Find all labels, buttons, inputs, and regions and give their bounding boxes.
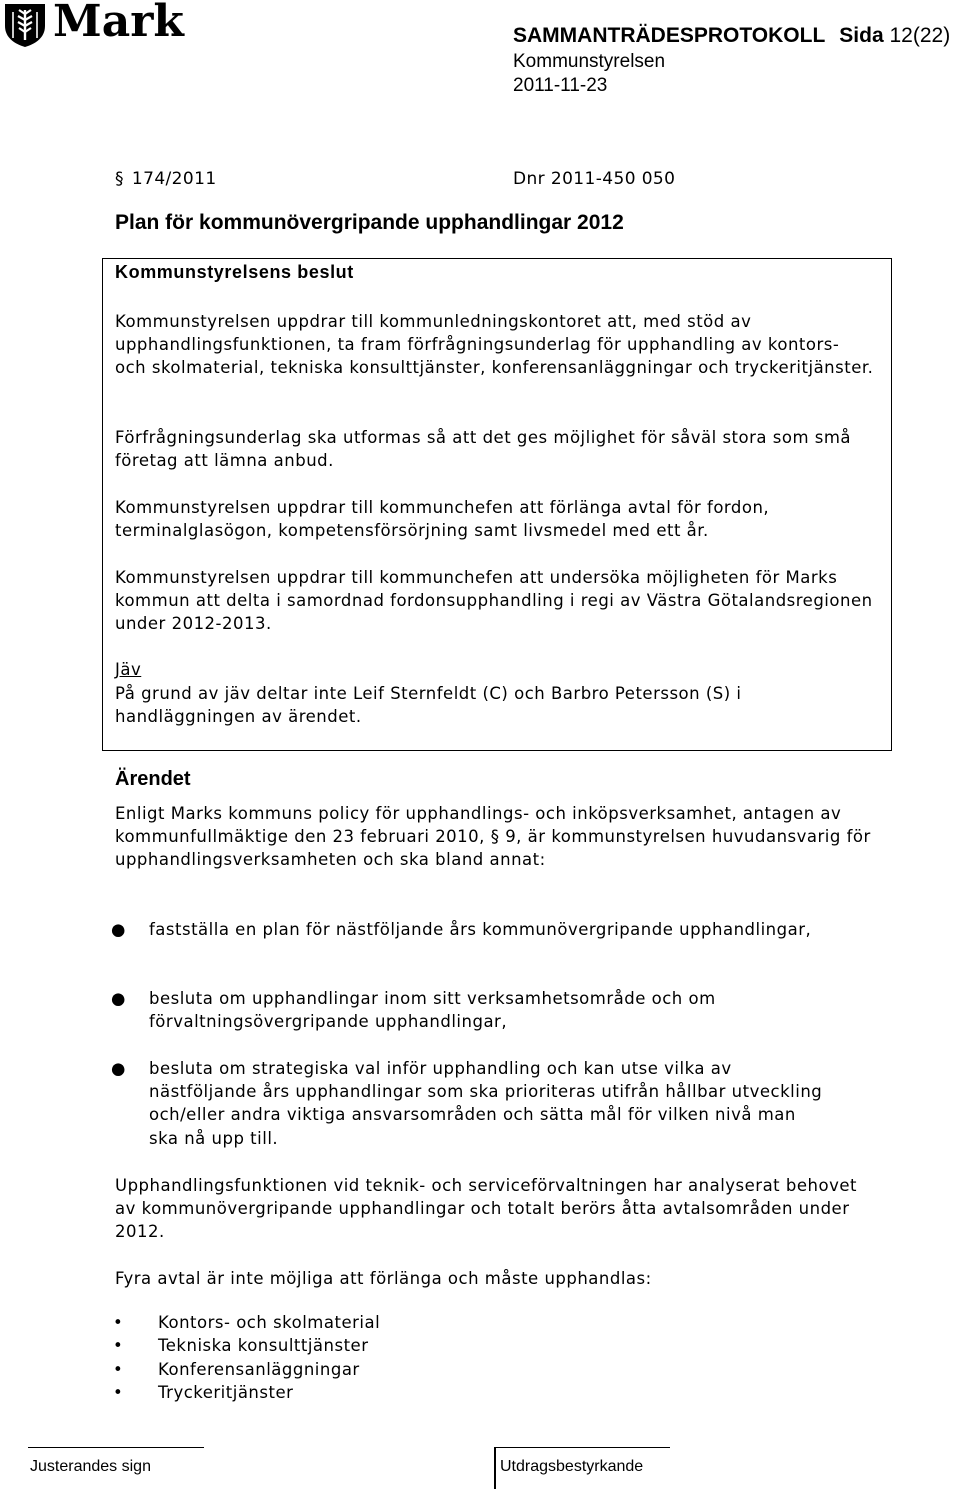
footer-utdragsbestyrkande: Utdragsbestyrkande xyxy=(500,1458,644,1475)
decision-paragraph-1: Kommunstyrelsen uppdrar till kommunledningskontoret att, med stöd av upphandlingsfunktionen, ta fram förfrågningsunderlag för upphandling av kontors- och skolmaterial, tekniska konsulttjänster, konferensanläggningar och tryckeritjänster. xyxy=(115,312,874,378)
header-body: Kommunstyrelsen xyxy=(513,51,666,72)
diary-number: Dnr 2011-450 050 xyxy=(513,169,676,189)
municipality-logo xyxy=(3,2,183,48)
page-value: 12(22) xyxy=(889,24,951,47)
case-number-value: 174/2011 xyxy=(131,169,217,189)
header-date: 2011-11-23 xyxy=(513,75,608,96)
arendet-heading: Ärendet xyxy=(115,768,191,790)
footer-rule-left xyxy=(28,1447,204,1448)
bullet-icon: • xyxy=(113,1336,124,1355)
decision-heading: Kommunstyrelsens beslut xyxy=(115,262,354,282)
logo-wordmark: Mark xyxy=(53,0,184,47)
bullet-icon: ● xyxy=(111,1059,126,1078)
page-title: Plan för kommunövergripande upphandlingar 2012 xyxy=(115,211,624,234)
arendet-intro xyxy=(115,802,875,872)
section-mark: § xyxy=(490,827,500,847)
footer-justerandes-sign: Justerandes sign xyxy=(30,1458,151,1475)
bullet-icon: ● xyxy=(111,989,126,1008)
analysis-paragraph: Upphandlingsfunktionen vid teknik- och serviceförvaltningen har analyserat behovet av kommunövergripande upphandlingar och totalt berörs åtta avtalsområden under 2012. xyxy=(115,1176,857,1242)
bullet-icon: • xyxy=(113,1360,124,1379)
page-indicator xyxy=(839,24,950,47)
jav-text: På grund av jäv deltar inte Leif Sternfeldt (C) och Barbro Petersson (S) i handläggningen av ärendet. xyxy=(115,684,742,727)
footer-divider xyxy=(494,1447,496,1489)
jav-heading: Jäv xyxy=(115,660,142,679)
protocol-title: SAMMANTRÄDESPROTOKOLL xyxy=(513,24,826,47)
four-agreements-paragraph: Fyra avtal är inte möjliga att förlänga och måste upphandlas: xyxy=(115,1269,652,1288)
decision-paragraph-4: Kommunstyrelsen uppdrar till kommunchefen att undersöka möjligheten för Marks kommun att delta i samordnad fordonsupphandling i regi av Västra Götalandsregionen under 2012-2013. xyxy=(115,568,873,634)
arendet-intro-part-2: 9, är kommunstyrelsen huvudansvarig för upphandlingsverksamheten och ska bland annat: xyxy=(115,827,871,870)
case-number xyxy=(115,169,217,189)
decision-paragraph-3: Kommunstyrelsen uppdrar till kommunchefen att förlänga avtal för fordon, terminalglasögon, kompetensförsörjning samt livsmedel med ett år. xyxy=(115,498,770,541)
protocol-header xyxy=(513,24,950,48)
page-label: Sida xyxy=(839,24,884,47)
footer-rule-right xyxy=(494,1447,670,1448)
section-mark: § xyxy=(115,169,124,189)
bullet-icon: • xyxy=(113,1383,124,1402)
coat-of-arms-icon xyxy=(3,2,47,48)
arendet-intro-part-1: Enligt Marks kommuns policy för upphandlings- och inköpsverksamhet, antagen av kommunfullmäktige den 23 februari 2010, xyxy=(115,804,842,847)
bullet-icon: • xyxy=(113,1313,124,1332)
bullet-icon: ● xyxy=(111,920,126,939)
decision-paragraph-2: Förfrågningsunderlag ska utformas så att det ges möjlighet för såväl stora som små företag att lämna anbud. xyxy=(115,428,852,471)
